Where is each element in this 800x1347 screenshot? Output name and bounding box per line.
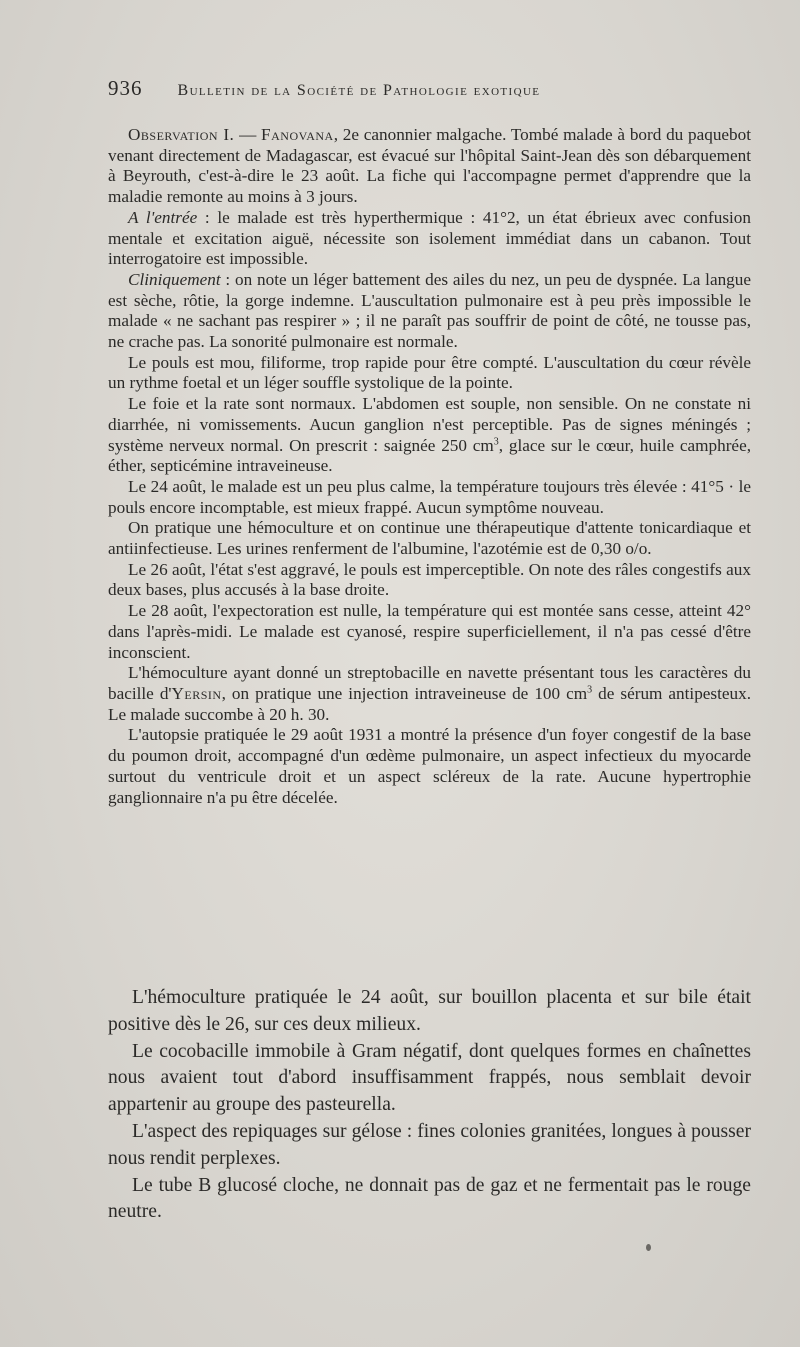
paragraph-lead: Cliniquement [128, 269, 221, 289]
observation-text: de sérum antipesteux. Le malade succombe à 20 h. 30. [108, 683, 751, 724]
bacillus-name: Yersin [171, 683, 222, 703]
page-header [108, 76, 752, 106]
body-paragraph: L'aspect des repiquages sur gélose : fines colonies granitées, longues à pousser nous rendit perplexes. [108, 1120, 751, 1169]
observation-text: , on pratique une injection intraveineuse de 100 cm [221, 683, 588, 703]
ink-speck [646, 1244, 651, 1251]
observation-paragraph [108, 270, 751, 353]
observation-paragraph: Le 26 août, l'état s'est aggravé, le pouls est imperceptible. On note des râles congestifs aux deux bases, plus accusés à la base droite. [108, 559, 751, 600]
observation-paragraph [108, 208, 751, 270]
observation-paragraph: On pratique une hémoculture et on continue une thérapeutique d'attente tonicardiaque et antiinfectieuse. Les urines renferment de l'albumine, l'azotémie est de 0,30 o/o. [108, 518, 751, 559]
body-section [108, 985, 751, 1226]
observation-text: : on note un léger battement des ailes du nez, un peu de dyspnée. La langue est sèche, rôtie, la gorge indemne. L'auscultation pulmonaire est à peu près impossible le malade « ne sachant pas respirer » ; il ne paraît pas souffrir de point de côté, ne tousse pas, ne crache pas. La sonorité pulmonaire est normale. [108, 269, 751, 352]
observation-paragraph: Le 28 août, l'expectoration est nulle, la température qui est montée sans cesse, atteint 42° dans l'après-midi. Le malade est cyanosé, respire superficiellement, il n'a pas cessé d'être inconscient. [108, 601, 751, 662]
observation-paragraph: L'autopsie pratiquée le 29 août 1931 a montré la présence d'un foyer congestif de la base du poumon droit, accompagné d'un œdème pulmonaire, un aspect infectieux du myocarde surtout du ventricule droit et un aspect scléreux de la rate. Aucune hypertrophie ganglionnaire n'a pu être décelée. [108, 725, 751, 807]
paragraph-lead: A l'entrée [128, 207, 198, 227]
body-paragraph: L'hémoculture pratiquée le 24 août, sur bouillon placenta et sur bile était positive dès le 26, sur ces deux milieux. [108, 987, 751, 1035]
observation-text: Le foie et la rate sont normaux. L'abdomen est souple, non sensible. On ne constate ni diarrhée, ni vomissements. Aucun ganglion n'est perceptible. Pas de signes méningés ; système nerveux normal. On prescrit : saignée 250 cm [108, 394, 751, 455]
observation-paragraph [108, 394, 751, 477]
observation-text: , 2e canonnier malgache. Tombé malade à bord du paquebot venant directement de Madagascar, est évacué sur l'hôpital Saint-Jean dès son débarquement à Beyrouth, c'est-à-dire le 23 août. La fiche qui l'accompagne permet d'apprendre que la maladie remonte au moins à 3 jours. [108, 125, 752, 207]
dash: — [234, 125, 262, 144]
body-paragraph: Le cocobacille immobile à Gram négatif, dont quelques formes en chaînettes nous avaient tout d'abord insuffisamment frappés, nous semblait devoir appartenir au groupe des pasteurella. [108, 1040, 751, 1116]
superscript: 3 [587, 684, 593, 696]
observation-paragraph [108, 663, 751, 725]
observation-paragraph [108, 125, 751, 208]
observation-text: : le malade est très hyperthermique : 41°2, un état ébrieux avec confusion mentale et excitation aiguë, nécessite son isolement immédiat dans un cabanon. Tout interrogatoire est impossible. [108, 207, 751, 269]
page-number: 936 [108, 76, 143, 100]
observation-paragraph: Le pouls est mou, filiforme, trop rapide pour être compté. L'auscultation du cœur révèle un rythme foetal et un léger souffle systolique de la pointe. [108, 352, 751, 393]
body-paragraph: Le tube B glucosé cloche, ne donnait pas de gaz et ne fermentait pas le rouge neutre. [108, 1174, 751, 1223]
observation-paragraph: Le 24 août, le malade est un peu plus calme, la température toujours très élevée : 41°5 · le pouls encore incomptable, est mieux frappé. Aucun symptôme nouveau. [108, 476, 751, 517]
running-title: Bulletin de la Société de Pathologie exotique [177, 82, 541, 99]
observation-label: Observation I. [128, 125, 235, 144]
observation-text: L'hémoculture ayant donné un streptobacille en navette présentant tous les caractères du bacille d' [108, 663, 751, 703]
superscript: 3 [493, 435, 499, 447]
patient-name: Fanovana [261, 125, 334, 144]
observation-text: , glace sur le cœur, huile camphrée, éther, septicémine intraveineuse. [108, 435, 751, 476]
observation-section [108, 125, 751, 808]
